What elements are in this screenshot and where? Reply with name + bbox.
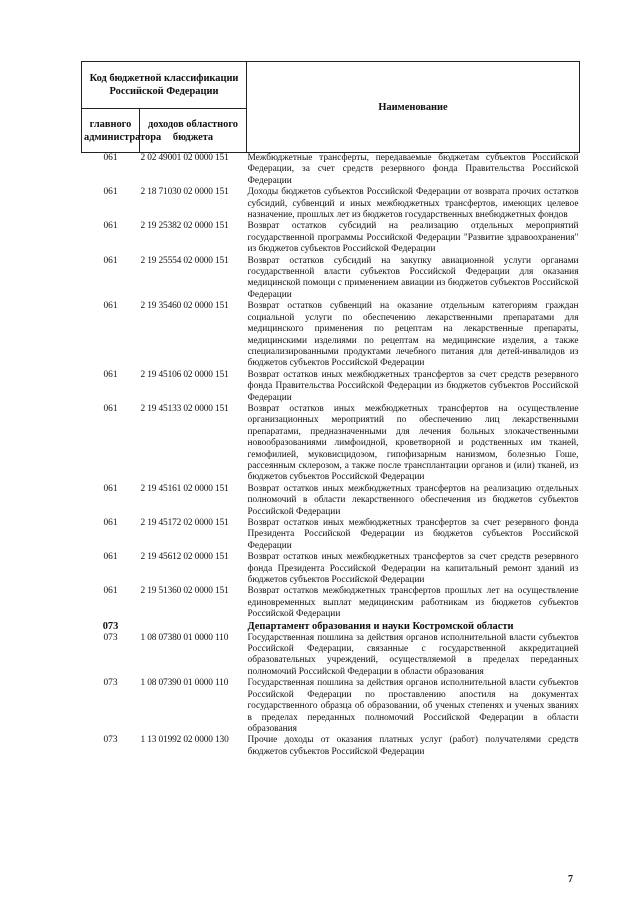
name-cell: Возврат остатков субсидий на реализацию отдельных мероприятий государственной программы Российской Федерации "Развитие здравоохранения" из бюджетов субъектов Российской Федерации: [247, 221, 579, 255]
table-row: [82, 221, 580, 255]
section-header-row: [82, 621, 580, 633]
table-row: [82, 301, 580, 369]
table-row: [82, 370, 580, 404]
name-cell: Возврат остатков иных межбюджетных трансфертов на реализацию отдельных полномочий в области лекарственного обеспечения из бюджетов субъектов Российской Федерации: [247, 483, 579, 517]
name-cell: Департамент образования и науки Костромской области: [247, 620, 514, 632]
income-code-cell: 2 19 25554 02 0000 151: [140, 255, 229, 266]
income-code-cell: 2 19 45612 02 0000 151: [140, 552, 229, 563]
admin-code-cell: 073: [102, 620, 119, 632]
name-cell: Межбюджетные трансферты, передаваемые бюджетам субъектов Российской Федерации, за счет средств резервного фонда Правительства Российской Федерации: [247, 153, 579, 186]
table-row: [82, 552, 580, 586]
table-row: [82, 633, 580, 679]
admin-code-cell: 073: [103, 678, 118, 689]
name-column-header: Наименование: [247, 62, 580, 153]
name-cell: Прочие доходы от оказания платных услуг (работ) получателями средств бюджетов субъектов Российской Федерации: [247, 735, 579, 757]
income-code-cell: 2 19 45106 02 0000 151: [140, 369, 229, 380]
admin-column-header: главного администратора: [82, 109, 140, 153]
admin-code-cell: 061: [103, 483, 118, 494]
admin-code-cell: 061: [103, 586, 118, 597]
table-row: [82, 735, 580, 758]
admin-code-cell: 061: [103, 518, 118, 528]
admin-code-cell: 061: [103, 301, 118, 312]
name-cell: Возврат остатков иных межбюджетных трансфертов за счет резервного фонда Президента Российской Федерации из бюджетов субъектов Российской Федерации: [247, 518, 579, 551]
table-row: [82, 586, 580, 620]
income-code-cell: 2 18 71030 02 0000 151: [140, 187, 229, 198]
name-cell: Возврат остатков субсидий на закупку авиационной услуги органами государственной власти субъектов Российской Федерации для оказания медицинской помощи с применением авиации из бюджетов субъектов Российской Федерации: [247, 255, 579, 300]
table-row: [82, 518, 580, 552]
admin-code-cell: 061: [103, 369, 118, 380]
income-code-cell: [140, 621, 247, 633]
income-code-cell: 1 08 07390 01 0000 110: [140, 678, 229, 689]
name-cell: Возврат остатков субвенций на оказание отдельным категориям граждан социальной услуги по обеспечению лекарственными препаратами для медицинского применения по рецептам на лекарственные препараты, медицинскими изделиями по рецептам на медицинские изделия, а также специализированными продуктами лечебного питания для детей-инвалидов из бюджетов субъектов Российской Федерации: [247, 301, 579, 369]
admin-code-cell: 061: [103, 552, 118, 563]
name-cell: Возврат остатков межбюджетных трансфертов прошлых лет на осуществление единовременных выплат медицинским работникам из бюджетов субъектов Российской Федерации: [247, 586, 579, 620]
income-code-cell: 2 19 45133 02 0000 151: [140, 403, 229, 414]
name-cell: Государственная пошлина за действия органов исполнительной власти субъектов Российской Федерации по проставлению апостиля на документах государственного образца об образовании, об ученых степенях и ученых званиях в пределах переданных полномочий Российской Федерации в области образования: [247, 678, 579, 734]
name-cell: Возврат остатков иных межбюджетных трансфертов за счет средств резервного фонда Правительства Российской Федерации из бюджетов субъектов Российской Федерации: [247, 369, 579, 403]
table-row: [82, 187, 580, 221]
table-row: [82, 404, 580, 484]
name-cell: Государственная пошлина за действия органов исполнительной власти субъектов Российской Федерации, связанные с государственной аккредитацией образовательных учреждений, осуществляемой в пределах переданных полномочий Российской Федерации в области образования: [247, 632, 579, 677]
admin-code-cell: 061: [103, 403, 118, 414]
admin-code-cell: 073: [103, 632, 118, 643]
income-code-cell: 1 08 07380 01 0000 110: [140, 632, 229, 643]
code-group-header: Код бюджетной классификации Российской Федерации: [82, 62, 247, 109]
table-row: [82, 484, 580, 518]
name-cell: Доходы бюджетов субъектов Российской Федерации от возврата прочих остатков субсидий, субвенций и иных межбюджетных трансфертов, имеющих целевое назначение, прошлых лет из бюджетов государственных внебюджетных фондов: [247, 187, 579, 221]
admin-code-cell: 073: [103, 735, 118, 746]
table-row: [82, 256, 580, 302]
admin-code-cell: 061: [103, 255, 118, 266]
income-code-cell: 2 19 35460 02 0000 151: [140, 301, 229, 312]
name-cell: Возврат остатков иных межбюджетных трансфертов на осуществление организационных мероприятий по обеспечению лиц лекарственными препаратами, предназначенными для лечения больных злокачественными новообразованиями лимфоидной, кроветворной и родственных им тканей, гемофилией, муковисцидозом, гипофизарным нанизмом, болезнью Гоше, рассеянным склерозом, а также после трансплантации органов и (или) тканей, из бюджетов субъектов Российской Федерации: [247, 403, 579, 483]
admin-code-cell: 061: [103, 221, 118, 232]
income-code-cell: 2 19 45172 02 0000 151: [140, 518, 229, 528]
name-cell: Возврат остатков иных межбюджетных трансфертов за счет средств резервного фонда Президента Российской Федерации на капитальный ремонт зданий из бюджетов субъектов Российской Федерации: [247, 552, 579, 586]
table-body: [82, 153, 580, 759]
income-code-cell: 1 13 01992 02 0000 130: [140, 735, 229, 746]
income-code-cell: 2 19 45161 02 0000 151: [140, 483, 229, 494]
budget-classification-table: [81, 61, 580, 758]
income-column-header: доходов областного бюджета: [140, 109, 247, 153]
table-row: [82, 153, 580, 188]
income-code-cell: 2 19 51360 02 0000 151: [140, 586, 229, 597]
page-number: 7: [568, 874, 573, 885]
admin-code-cell: 061: [103, 153, 118, 163]
table-row: [82, 678, 580, 735]
income-code-cell: 2 02 49001 02 0000 151: [140, 153, 229, 163]
income-code-cell: 2 19 25382 02 0000 151: [140, 221, 229, 232]
admin-code-cell: 061: [103, 187, 118, 198]
